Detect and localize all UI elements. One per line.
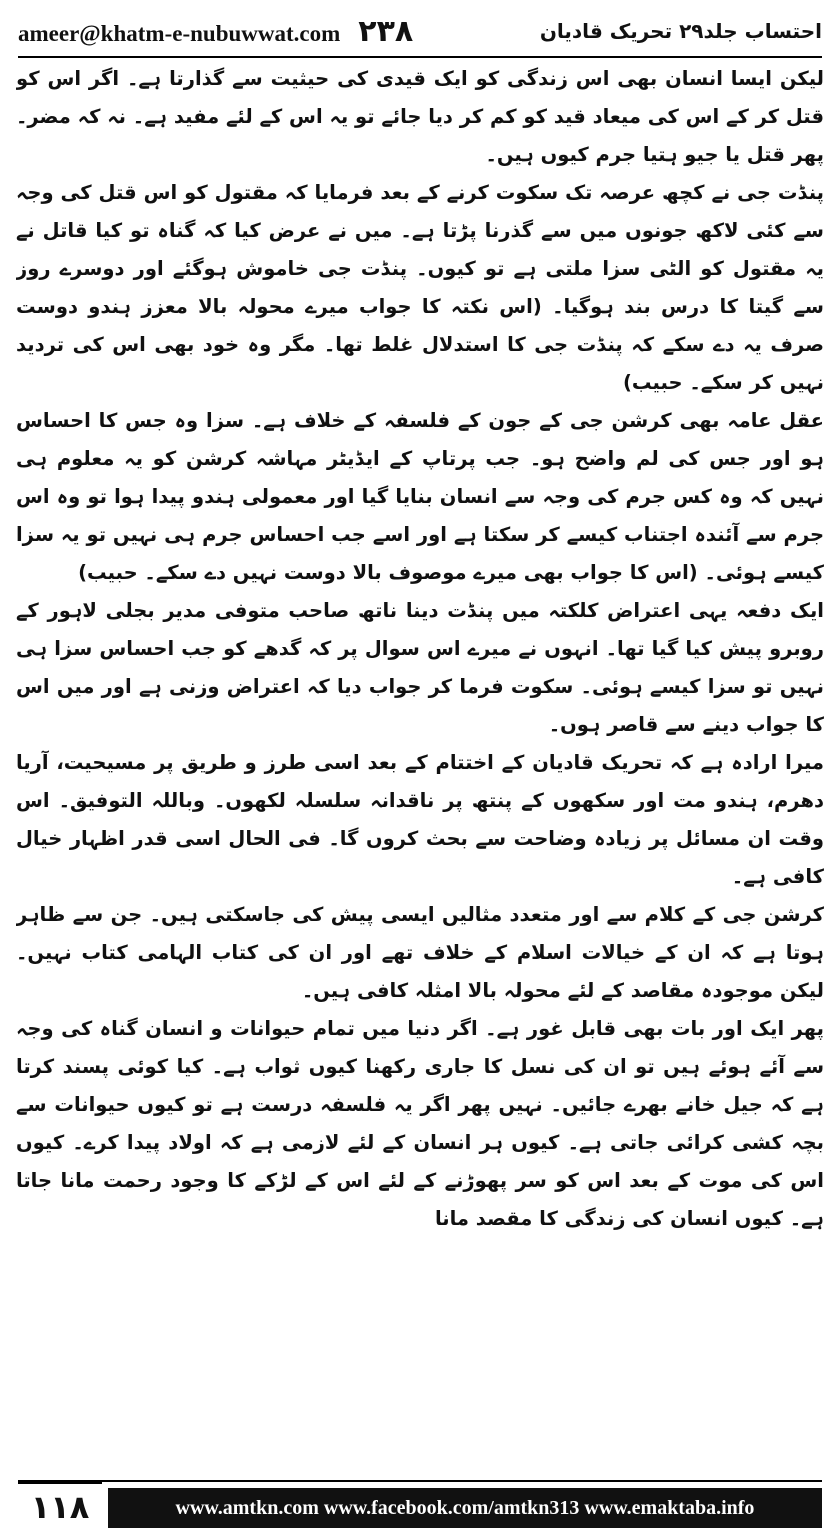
page-footer [18,1472,822,1532]
paragraph-1: لیکن ایسا انسان بھی اس زندگی کو ایک قیدی کی حیثیت سے گذارتا ہے۔ اگر اس کو قتل کر کے اس کی میعاد قید کو کم کر دیا جائے تو یہ اس کے لئے مفید ہے۔ نہ کہ مضر۔ پھر قتل یا جیو ہتیا جرم کیوں ہیں۔ [16,67,824,166]
footer-rule [18,1480,822,1482]
header-book-title: احتساب جلد۲۹ تحریک قادیان [539,19,822,43]
paragraph-3: عقل عامہ بھی کرشن جی کے جون کے فلسفہ کے خلاف ہے۔ سزا وہ جس کا احساس ہو اور جس کی لم واضح ہو۔ جب پرتاپ کے ایڈیٹر مہاشہ کرشن کو یہ معلوم ہی نہیں کہ وہ کس جرم کی وجہ سے انسان بنایا گیا اور معمولی ہندو پیدا ہوا تو وہ اس جرم سے آئندہ اجتناب کیسے کر سکتا ہے اور اسے جب احساس جرم ہی نہیں تو یہ سزا کیسے ہوئی۔ (اس کا جواب بھی میرے موصوف بالا دوست نہیں دے سکے۔ حبیب) [16,409,824,584]
page-body [16,60,824,1460]
paragraph-6: کرشن جی کے کلام سے اور متعدد مثالیں ایسی پیش کی جاسکتی ہیں۔ جن سے ظاہر ہوتا ہے کہ ان کے خیالات اسلام کے خلاف تھے اور ان کی کتاب الہامی کتاب نہیں۔ لیکن موجودہ مقاصد کے لئے محولہ بالا امثلہ کافی ہیں۔ [16,903,824,1002]
paragraph-5: میرا ارادہ ہے کہ تحریک قادیان کے اختتام کے بعد اسی طرز و طریق پر مسیحیت، آریا دھرم، ہندو مت اور سکھوں کے پنتھ پر ناقدانہ سلسلہ لکھوں۔ وباللہ التوفیق۔ اس وقت ان مسائل پر زیادہ وضاحت سے بحث کروں گا۔ فی الحال اسی قدر اظہار خیال کافی ہے۔ [16,751,824,888]
paragraph-7: پھر ایک اور بات بھی قابل غور ہے۔ اگر دنیا میں تمام حیوانات و انسان گناہ کی وجہ سے آئے ہوئے ہیں تو ان کی نسل کا جاری رکھنا کیوں ثواب ہے۔ کیا کوئی پسند کرتا ہے کہ جیل خانے بھرے جائیں۔ نہیں پھر اگر یہ فلسفہ درست ہے تو کیوں حیوانات سے بچہ کشی کرائی جاتی ہے۔ کیوں ہر انسان کے لئے لازمی ہے کہ اولاد پیدا کرے۔ کیوں اس کی موت کے بعد اس کو سر پھوڑنے کے لئے اس کے لڑکے کا وجود رحمت مانا جاتا ہے۔ کیوں انسان کی زندگی کا مقصد مانا [16,1017,824,1230]
footer-links[interactable]: www.amtkn.com www.facebook.com/amtkn313 www.emaktaba.info [108,1488,822,1528]
header-left-group [18,14,413,49]
page-header [18,6,822,58]
paragraph-2: پنڈت جی نے کچھ عرصہ تک سکوت کرنے کے بعد فرمایا کہ مقتول کو اس قتل کی وجہ سے کئی لاکھ جونوں میں سے گذرنا پڑتا ہے۔ میں نے عرض کیا کہ گناہ تو کیا قاتل نے یہ مقتول کو الٹی سزا ملتی ہے تو کیوں۔ پنڈت جی خاموش ہوگئے اور دوسرے روز سے گیتا کا درس بند ہوگیا۔ (اس نکتہ کا جواب میرے محولہ بالا معزز ہندو دوست صرف یہ دے سکے کہ پنڈت جی کا استدلال غلط تھا۔ مگر وہ خود بھی اس کی تردید نہیں کر سکے۔ حبیب) [16,181,824,394]
paragraph-4: ایک دفعہ یہی اعتراض کلکتہ میں پنڈت دینا ناتھ صاحب متوفی مدیر بجلی لاہور کے روبرو پیش کیا گیا تھا۔ انہوں نے میرے اس سوال پر کہ گدھے کو جب احساس سزا ہی نہیں تو سزا کیسے ہوئی۔ سکوت فرما کر جواب دیا کہ اعتراض وزنی ہے اور میں اس کا جواب دینے سے قاصر ہوں۔ [16,599,824,736]
header-email: ameer@khatm-e-nubuwwat.com [18,20,341,46]
footer-page-number: ۱۱۸ [18,1482,102,1530]
header-page-number: ۲۳۸ [358,13,414,49]
